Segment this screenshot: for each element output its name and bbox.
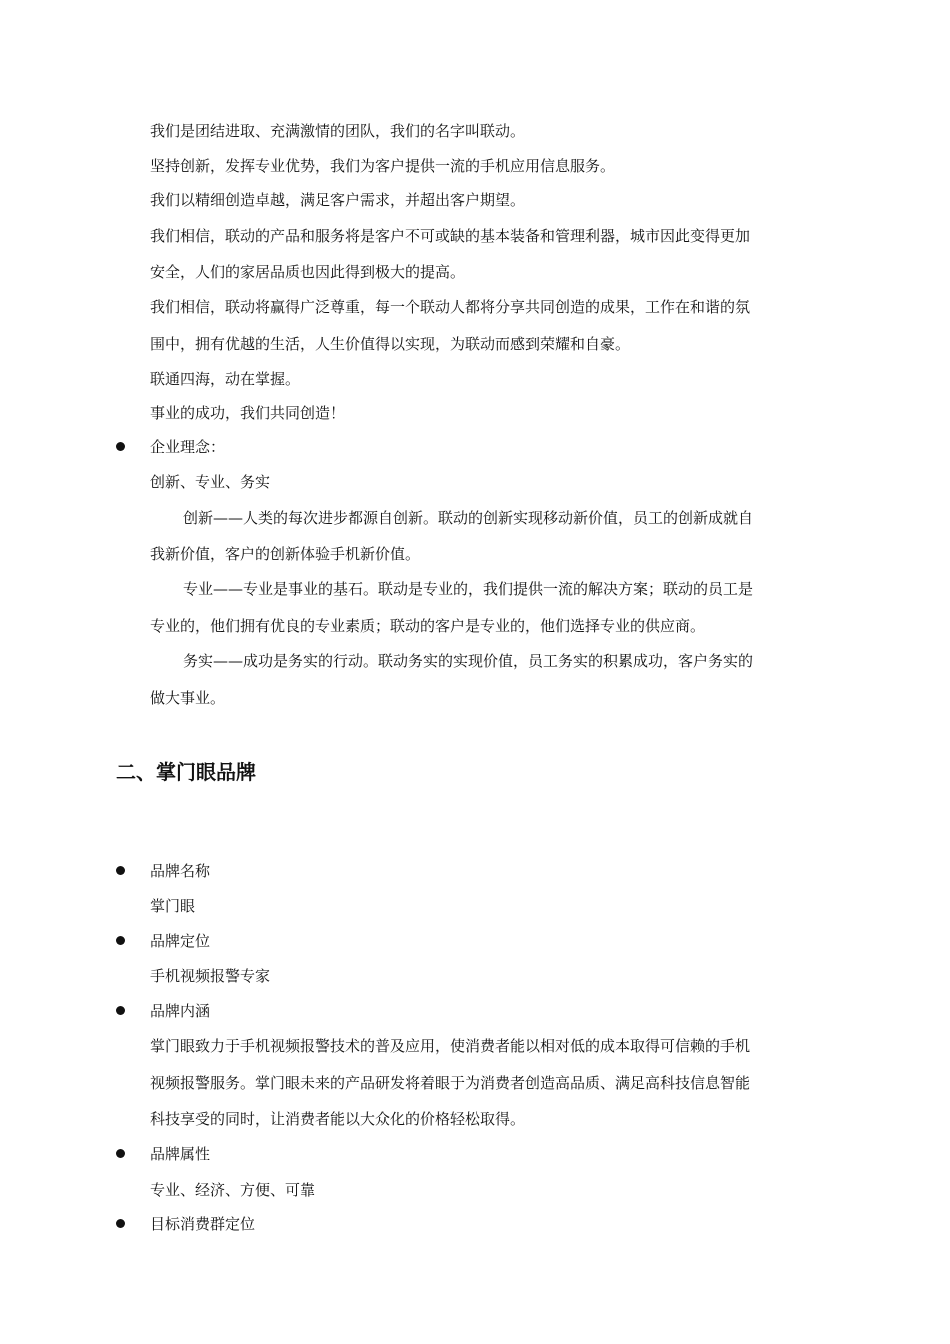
philosophy-professional-b: 专业的，他们拥有优良的专业素质；联动的客户是专业的，他们选择专业的供应商。 [150,617,706,635]
intro-line-4a: 我们相信，联动的产品和服务将是客户不可或缺的基本装备和管理利器，城市因此变得更加 [150,227,751,245]
philosophy-innovation-b: 我新价值，客户的创新体验手机新价值。 [150,545,421,563]
brand-connotation-a: 掌门眼致力于手机视频报警技术的普及应用，使消费者能以相对低的成本取得可信赖的手机 [150,1037,751,1055]
philosophy-professional-a: 专业——专业是事业的基石。联动是专业的，我们提供一流的解决方案；联动的员工是 [183,580,754,598]
philosophy-pragmatic-b: 做大事业。 [150,689,226,707]
intro-line-2: 坚持创新，发挥专业优势，我们为客户提供一流的手机应用信息服务。 [150,157,616,175]
bullet-icon [116,1149,125,1158]
bullet-icon [116,866,125,875]
bullet-icon [116,1219,125,1228]
intro-line-5a: 我们相信，联动将赢得广泛尊重，每一个联动人都将分享共同创造的成果，工作在和谐的氛 [150,298,751,316]
brand-connotation-c: 科技享受的同时，让消费者能以大众化的价格轻松取得。 [150,1110,526,1128]
target-consumer-label: 目标消费群定位 [150,1215,256,1233]
brand-name-value: 掌门眼 [150,897,196,915]
philosophy-pragmatic-a: 务实——成功是务实的行动。联动务实的实现价值，员工务实的积累成功，客户务实的 [183,652,754,670]
bullet-icon [116,936,125,945]
intro-line-6: 联通四海，动在掌握。 [150,370,301,388]
intro-line-4b: 安全，人们的家居品质也因此得到极大的提高。 [150,263,466,281]
philosophy-innovation-a: 创新——人类的每次进步都源自创新。联动的创新实现移动新价值，员工的创新成就自 [183,509,754,527]
intro-line-1: 我们是团结进取、充满激情的团队，我们的名字叫联动。 [150,122,526,140]
brand-connotation-label: 品牌内涵 [150,1002,211,1020]
intro-line-5b: 围中，拥有优越的生活，人生价值得以实现，为联动而感到荣耀和自豪。 [150,335,631,353]
brand-attributes-label: 品牌属性 [150,1145,211,1163]
brand-position-label: 品牌定位 [150,932,211,950]
intro-line-7: 事业的成功，我们共同创造！ [150,404,346,422]
philosophy-summary: 创新、专业、务实 [150,473,271,491]
brand-name-label: 品牌名称 [150,862,211,880]
bullet-icon [116,442,125,451]
brand-attributes-value: 专业、经济、方便、可靠 [150,1181,316,1199]
intro-line-3: 我们以精细创造卓越，满足客户需求，并超出客户期望。 [150,191,526,209]
section-heading: 二、掌门眼品牌 [116,760,256,784]
brand-connotation-b: 视频报警服务。掌门眼未来的产品研发将着眼于为消费者创造高品质、满足高科技信息智能 [150,1074,751,1092]
philosophy-label: 企业理念： [150,438,226,456]
bullet-icon [116,1006,125,1015]
brand-position-value: 手机视频报警专家 [150,967,271,985]
